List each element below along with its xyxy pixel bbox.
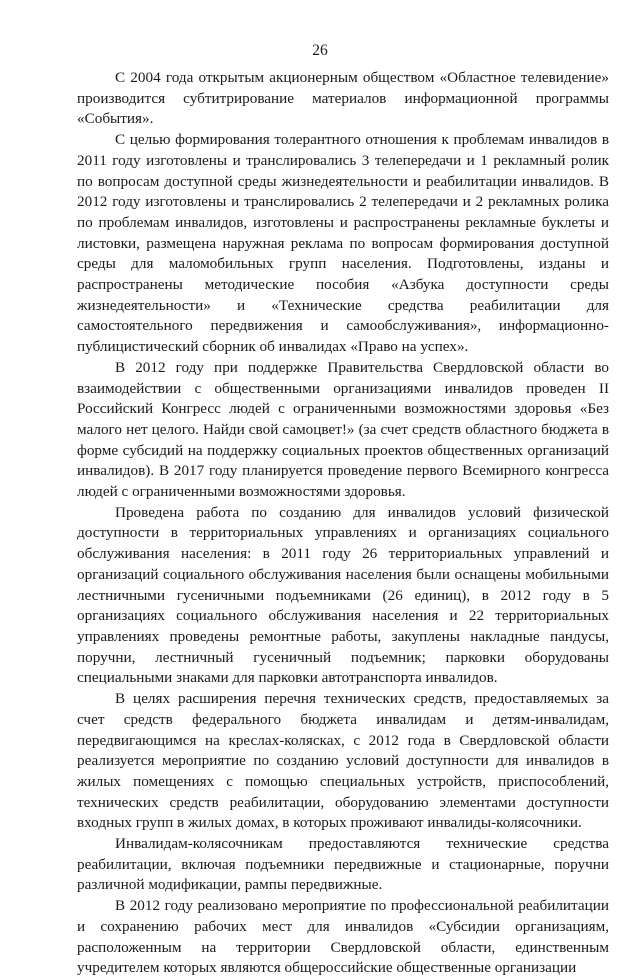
- document-body: [77, 68, 609, 979]
- paragraph-physical-accessibility: Проведена работа по созданию для инвалидов условий физической доступности в территориальных управлениях и организациях социального обслуживания населения: в 2011 году 26 территориальных управлений и организаций социального обслуживания населения были оснащены мобильными лестничными гусеничными подъемниками (26 единиц), в 2012 году в 5 организациях социального обслуживания населения и 22 территориальных управлениях проведены ремонтные работы, закуплены накладные пандусы, поручни, лестничный гусеничный подъемник; парковки оборудованы специальными знаками для парковки автотранспорта инвалидов.: [77, 503, 609, 687]
- page-number: 26: [312, 42, 328, 59]
- paragraph-vocational-rehabilitation: В 2012 году реализовано мероприятие по профессиональной реабилитации и сохранению рабочих мест для инвалидов «Субсидии организациям, расположенным на территории Свердловской области, единственным учредителем которых являются общероссийские общественные организации: [77, 897, 609, 977]
- paragraph-subtitling: С 2004 года открытым акционерным обществом «Областное телевидение» производится субтитрирование материалов информационной программы «События».: [77, 69, 609, 128]
- paragraph-wheelchair-users: Инвалидам-колясочникам предоставляются технические средства реабилитации, включая подъемники передвижные и стационарные, поручни различной модификации, рампы передвижные.: [77, 835, 609, 894]
- paragraph-technical-means: В целях расширения перечня технических средств, предоставляемых за счет средств федерального бюджета инвалидам и детям-инвалидам, передвигающимся на креслах-колясках, с 2012 года в Свердловской области реализуется мероприятие по созданию условий доступности для инвалидов в жилых помещениях с помощью специальных устройств, приспособлений, технических средств реабилитации, оборудованию элементами доступности входных групп в жилых домах, в которых проживают инвалиды-колясочники.: [77, 690, 609, 832]
- paragraph-congress: В 2012 году при поддержке Правительства Свердловской области во взаимодействии с общественными организациями инвалидов проведен II Российский Конгресс людей с ограниченными возможностями здоровья «Без малого нет целого. Найди свой самоцвет!» (за счет средств областного бюджета в форме субсидий на поддержку социальных проектов общественных организаций инвалидов). В 2017 году планируется проведение первого Всемирного конгресса людей с ограниченными возможностями здоровья.: [77, 358, 609, 501]
- paragraph-tolerance-media: С целью формирования толерантного отношения к проблемам инвалидов в 2011 году изготовлены и транслировались 3 телепередачи и 1 рекламный ролик по вопросам доступной среды жизнедеятельности и реабилитации инвалидов. В 2012 году изготовлены и транслировались 2 телепередачи и 2 рекламных ролика по проблемам инвалидов, изготовлены и распространены рекламные буклеты и листовки, размещена наружная реклама по вопросам формирования доступной среды для маломобильных групп населения. Подготовлены, изданы и распространены методические пособия «Азбука доступности среды жизнедеятельности» и «Технические средства реабилитации для самостоятельного передвижения и самообслуживания», информационно-публицистический сборник об инвалидах «Право на успех».: [77, 131, 609, 356]
